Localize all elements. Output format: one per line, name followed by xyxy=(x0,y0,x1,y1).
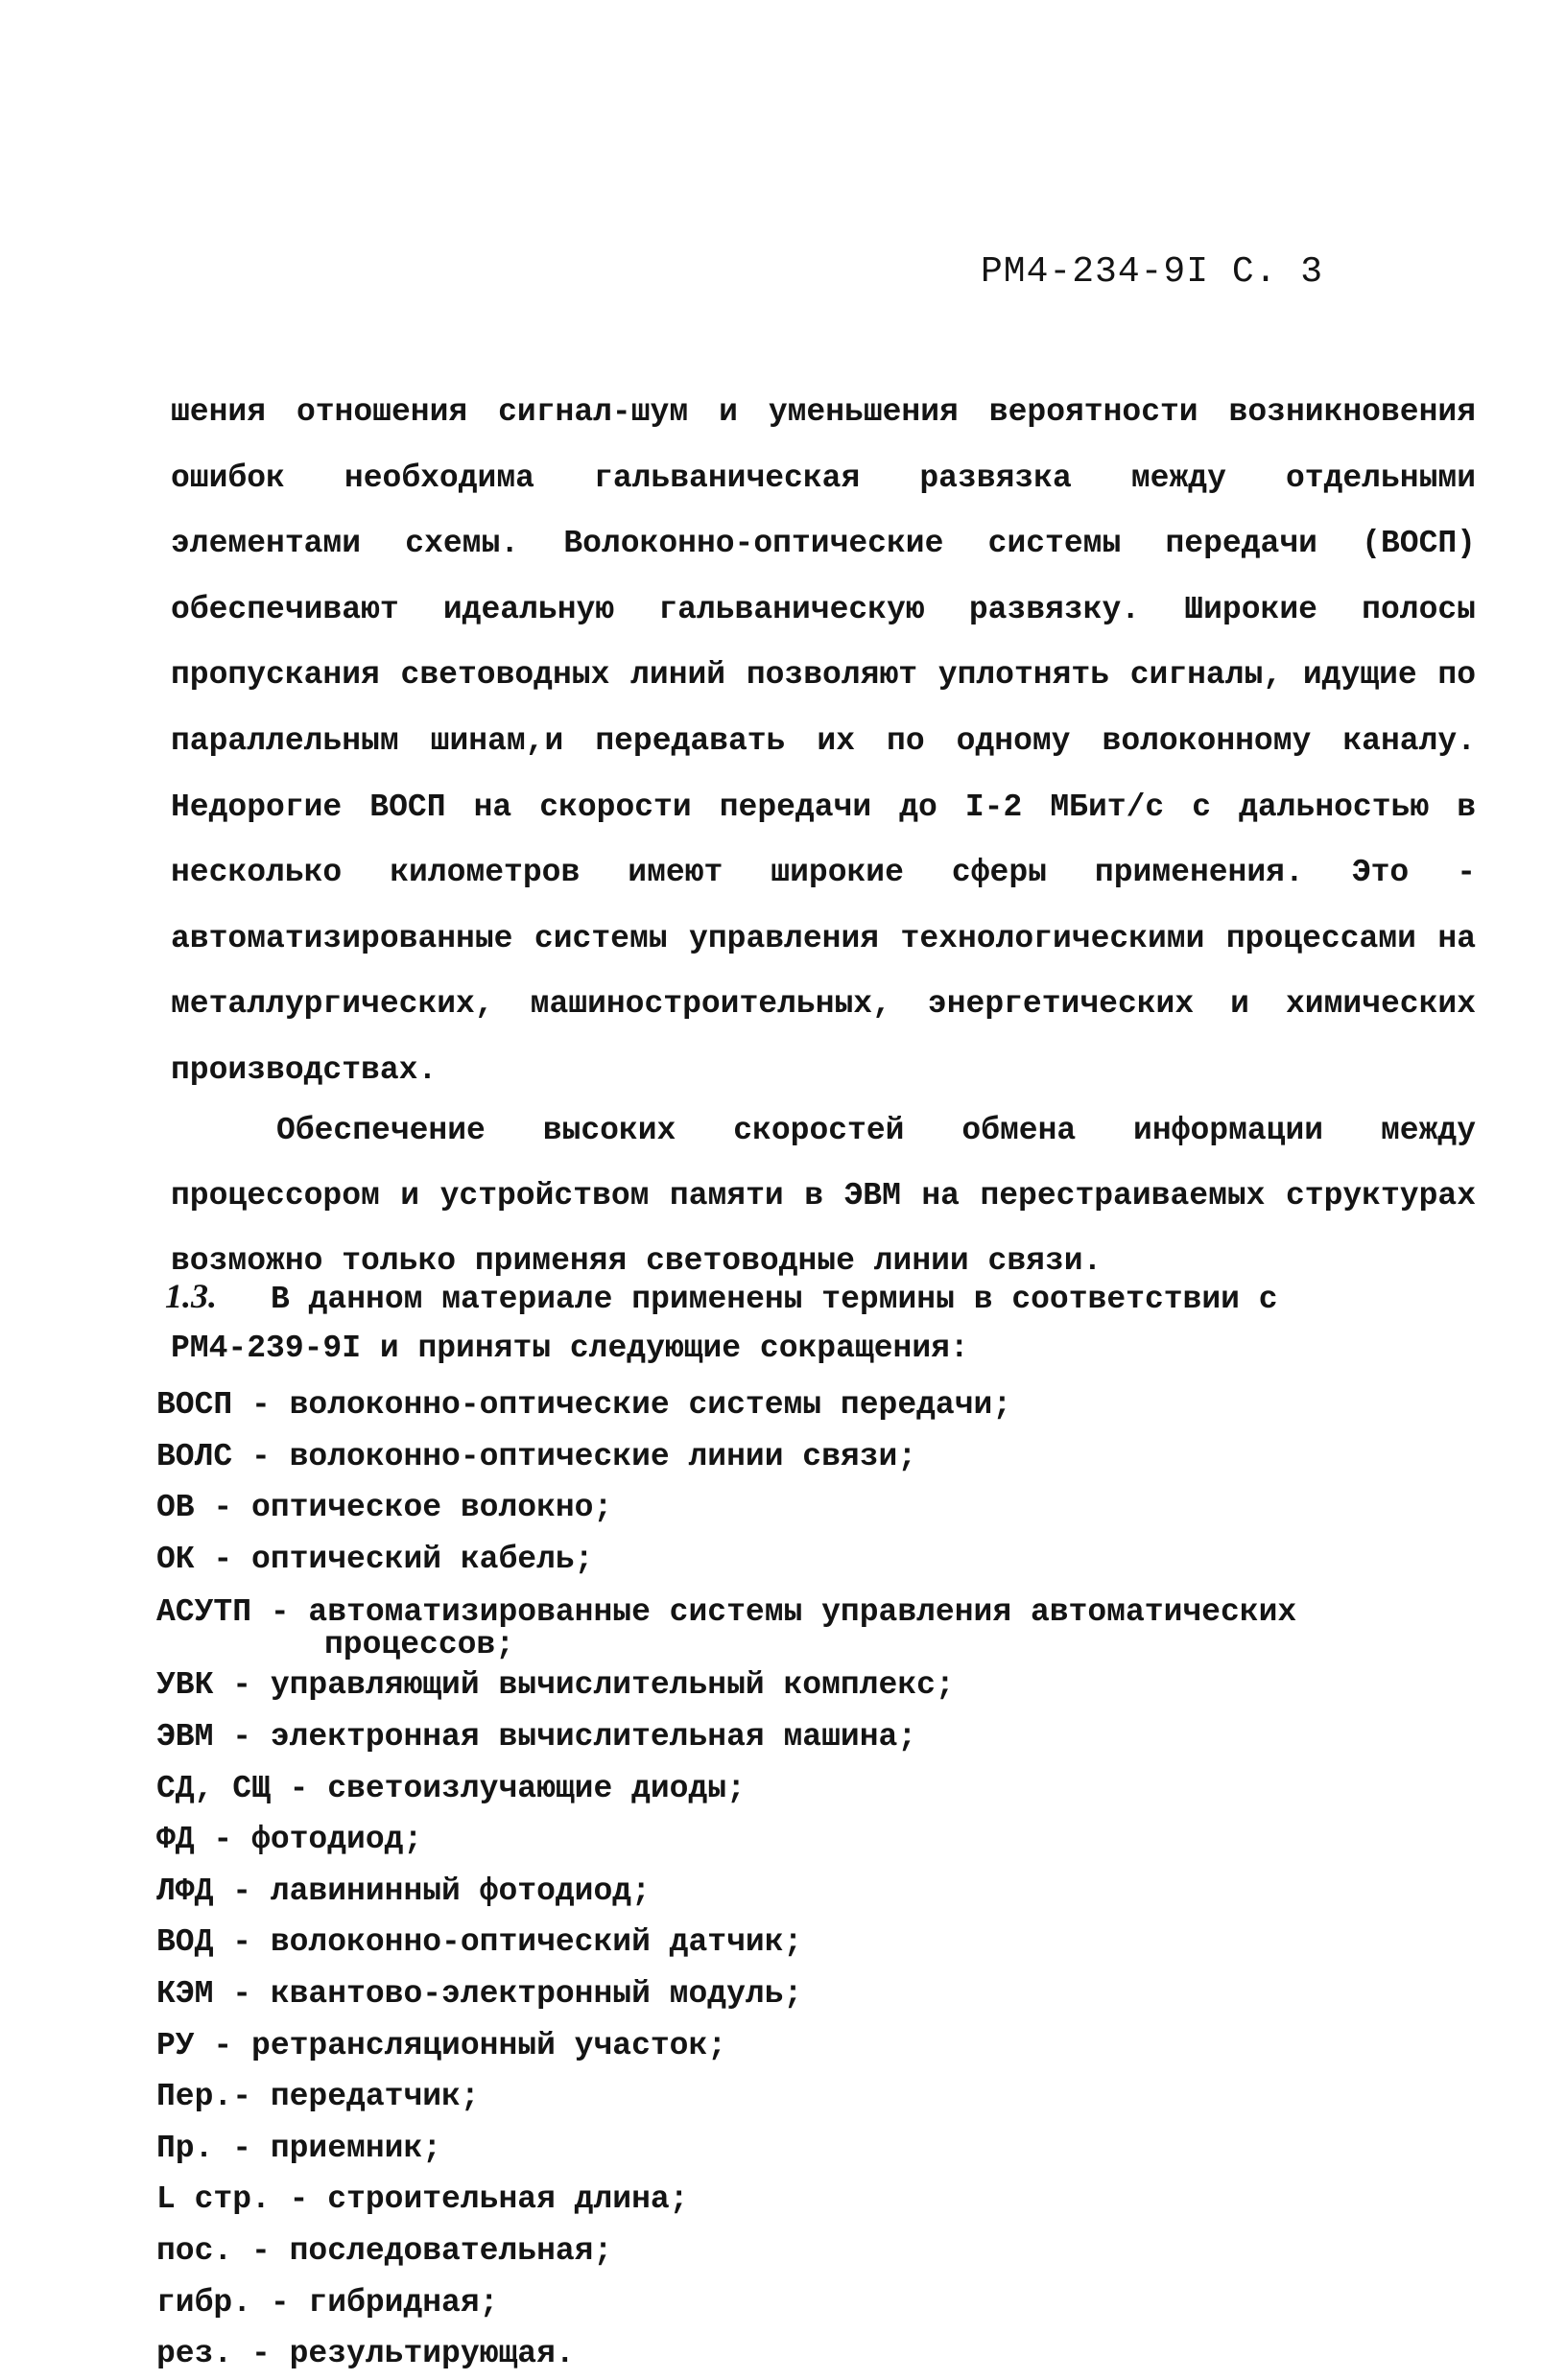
section-1-3-continuation: РМ4-239-9I и приняты следующие сокращения: xyxy=(171,1331,969,1366)
abbreviation-item: ВОД - волоконно-оптический датчик; xyxy=(156,1924,803,1961)
section-1-3 xyxy=(165,1271,1278,1325)
abbreviation-item: РУ - ретрансляционный участок; xyxy=(156,2027,727,2063)
abbreviation-item: гибр. - гибридная; xyxy=(156,2284,499,2321)
abbreviation-item: ЭВМ - электронная вычислительная машина; xyxy=(156,1718,917,1755)
section-number: 1.3. xyxy=(165,1277,217,1315)
paragraph-1: шения отношения сигнал-шум и уменьшения вероятности возникновения ошибок необходима гальваническая развязка между отдельными элементами схемы. Волоконно-оптические системы передачи (ВОСП) обеспечивают идеальную гальваническую развязку. Широкие полосы пропускания световодных линий позволяют уплотнять сигналы, идущие по параллельным шинам,и передавать их по одному волоконному каналу. Недорогие ВОСП на скорости передачи до I-2 МБит/с с дальностью в несколько километров имеют широкие сферы применения. Это - автоматизированные системы управления технологическими процессами на металлургических, машиностроительных, энергетических и химических производствах. xyxy=(171,394,1476,1088)
abbreviation-item: Пер.- передатчик; xyxy=(156,2079,480,2115)
abbreviation-item: ВОСП - волоконно-оптические системы передачи; xyxy=(156,1387,1012,1423)
abbreviation-item: ВОЛС - волоконно-оптические линии связи; xyxy=(156,1438,917,1474)
paragraph-2: Обеспечение высоких скоростей обмена информации между процессором и устройством памяти в ЭВМ на перестраиваемых структурах возможно только применяя световодные линии связи. xyxy=(171,1113,1476,1279)
abbreviation-item: пос. - последовательная; xyxy=(156,2232,613,2269)
abbreviation-item: ЛФД - лавининный фотодиод; xyxy=(156,1873,651,1909)
abbreviation-item: рез. - результирующая. xyxy=(156,2336,575,2372)
abbreviation-item: СД, СЩ - светоизлучающие диоды; xyxy=(156,1770,746,1806)
abbreviation-item: АСУТП - автоматизированные системы управления автоматических процессов; xyxy=(156,1594,1297,1663)
abbreviation-item: L стр. - строительная длина; xyxy=(156,2181,689,2218)
abbreviation-item: ОВ - оптическое волокно; xyxy=(156,1490,613,1526)
abbreviation-item: КЭМ - квантово-электронный модуль; xyxy=(156,1975,803,2012)
page-header: РМ4-234-9I С. 3 xyxy=(981,251,1324,293)
abbreviation-item: ОК - оптический кабель; xyxy=(156,1541,594,1577)
abbreviation-item: ФД - фотодиод; xyxy=(156,1822,423,1858)
abbreviation-item: Пр. - приемник; xyxy=(156,2130,442,2166)
abbreviation-list xyxy=(156,1379,1481,2380)
abbreviation-item: УВК - управляющий вычислительный комплекс; xyxy=(156,1667,955,1704)
section-text: В данном материале применены термины в соответствии с xyxy=(271,1282,1278,1317)
